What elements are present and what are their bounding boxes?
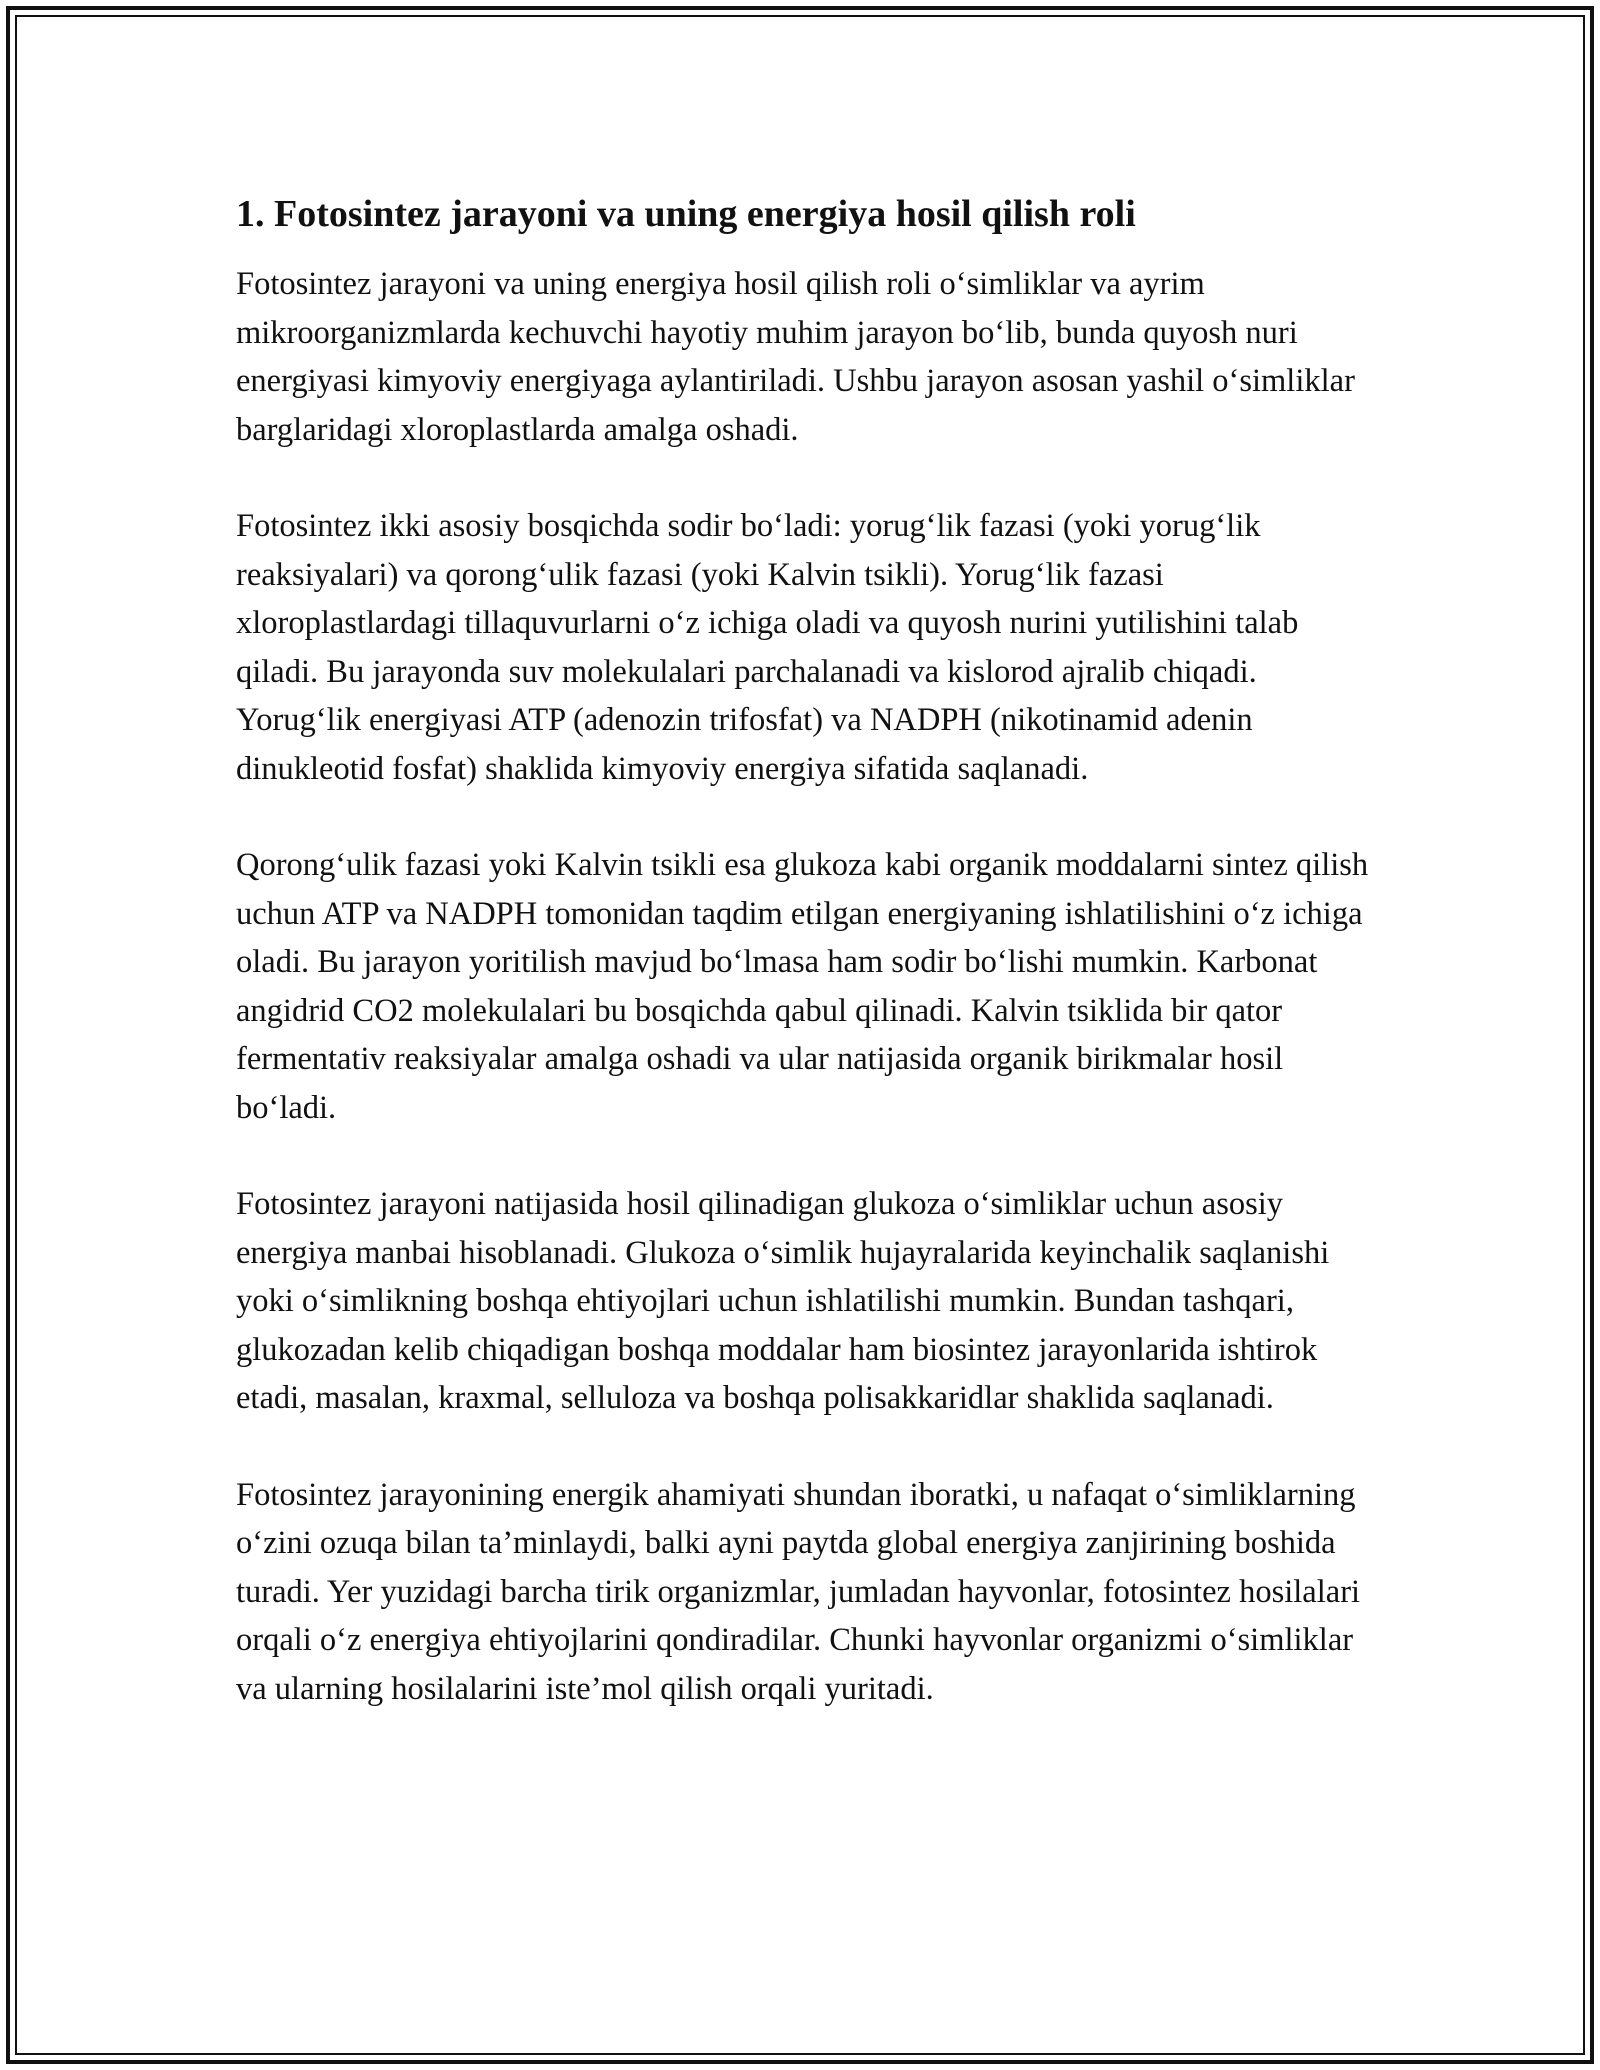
paragraph-glucose: Fotosintez jarayoni natijasida hosil qilinadigan glukoza o‘simliklar uchun asosiy energiya manbai hisoblanadi. Glukoza o‘simlik hujayralarida keyinchalik saqlanishi yoki o‘simlikning boshqa ehtiyojlari uchun ishlatilishi mumkin. Bundan tashqari, glukozadan kelib chiqadigan boshqa moddalar ham biosintez jarayonlarida ishtirok etadi, masalan, kraxmal, selluloza va boshqa polisakkaridlar shaklida saqlanadi. bbox=[236, 1186, 1330, 1416]
paragraph-calvin-cycle: Qorong‘ulik fazasi yoki Kalvin tsikli esa glukoza kabi organik moddalarni sintez qilish uchun ATP va NADPH tomonidan taqdim etilgan energiyaning ishlatilishini o‘z ichiga oladi. Bu jarayon yoritilish mavjud bo‘lmasa ham sodir bo‘lishi mumkin. Karbonat angidrid CO2 molekulalari bu bosqichda qabul qilinadi. Kalvin tsiklida bir qator fermentativ reaksiyalar amalga oshadi va ular natijasida organik birikmalar hosil bo‘ladi. bbox=[236, 847, 1369, 1126]
paragraph-energy-significance: Fotosintez jarayonining energik ahamiyati shundan iboratki, u nafaqat o‘simliklarning o‘zini ozuqa bilan ta’minlaydi, balki ayni paytda global energiya zanjirining boshida turadi. Yer yuzidagi barcha tirik organizmlar, jumladan hayvonlar, fotosintez hosilalari orqali o‘z energiya ehtiyojlarini qondiradilar. Chunki hayvonlar organizmi o‘simliklar va ularning hosilalarini iste’mol qilish orqali yuritadi. bbox=[236, 1476, 1361, 1707]
section-heading: 1. Fotosintez jarayoni va uning energiya hosil qilish roli bbox=[236, 193, 1136, 235]
paragraph-intro: Fotosintez jarayoni va uning energiya hosil qilish roli o‘simliklar va ayrim mikroorganizmlarda kechuvchi hayotiy muhim jarayon bo‘lib, bunda quyosh nuri energiyasi kimyoviy energiyaga aylantiriladi. Ushbu jarayon asosan yashil o‘simliklar barglaridagi xloroplastlarda amalga oshadi. bbox=[236, 266, 1355, 448]
paragraph-light-phase: Fotosintez ikki asosiy bosqichda sodir bo‘ladi: yorug‘lik fazasi (yoki yorug‘lik reaksiyalari) va qorong‘ulik fazasi (yoki Kalvin tsikli). Yorug‘lik fazasi xloroplastlardagi tillaquvurlarni o‘z ichiga oladi va quyosh nurini yutilishini talab qiladi. Bu jarayonda suv molekulalari parchalanadi va kislorod ajralib chiqadi. Yorug‘lik energiyasi ATP (adenozin trifosfat) va NADPH (nikotinamid adenin dinukleotid fosfat) shaklida kimyoviy energiya sifatida saqlanadi. bbox=[236, 508, 1299, 787]
document-body bbox=[236, 188, 1376, 1761]
